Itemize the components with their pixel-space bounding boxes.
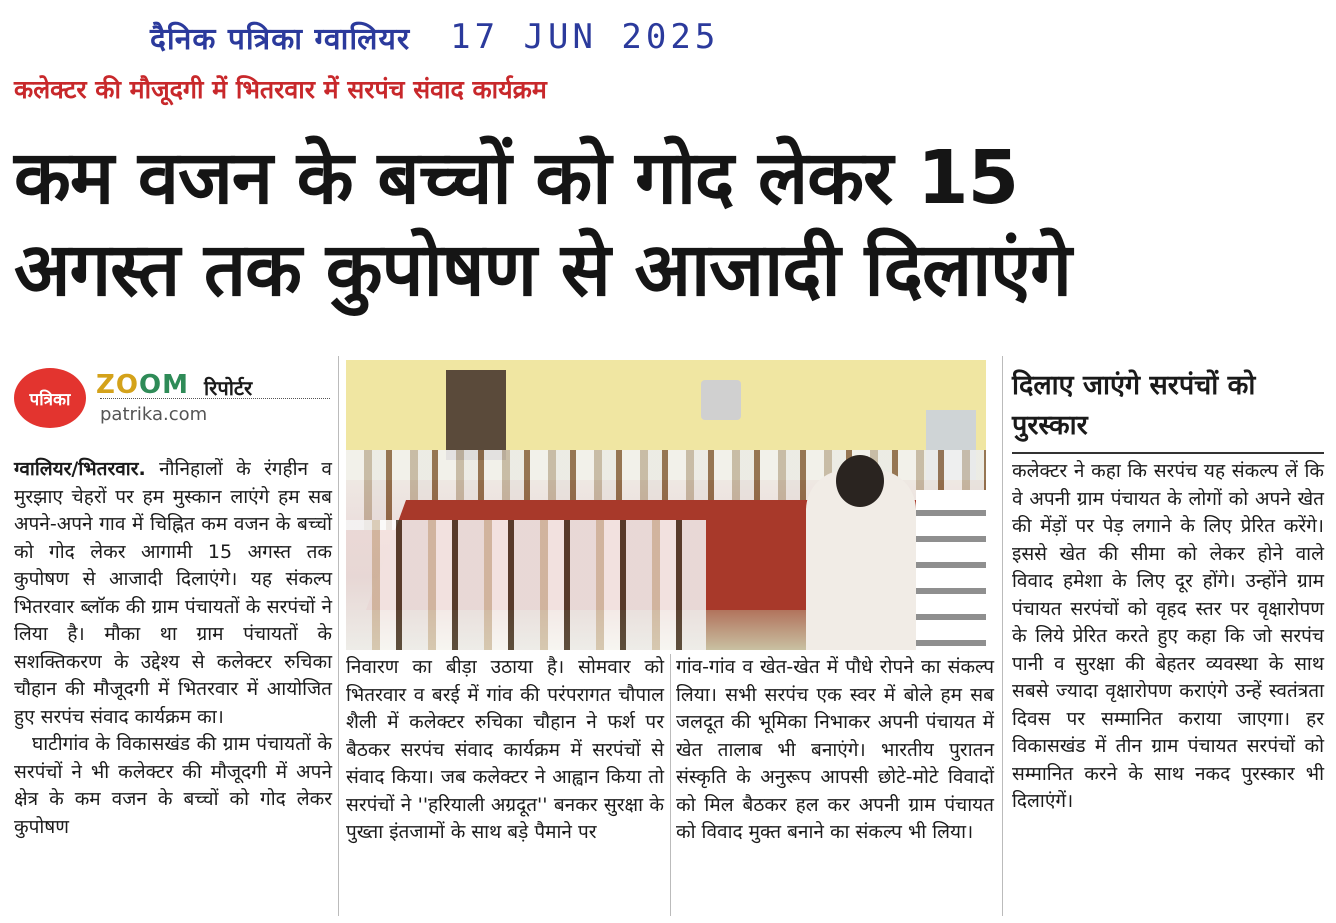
patrika-logo-badge: पत्रिका	[14, 368, 86, 428]
column-divider	[1002, 356, 1003, 916]
stamp-date: 17 JUN 2025	[450, 17, 720, 57]
photo-crowd-front	[346, 520, 706, 650]
zoom-logo	[96, 370, 189, 400]
headline-line-1: कम वजन के बच्चों को गोद लेकर 15	[14, 135, 1019, 221]
photo-right-group	[916, 490, 986, 650]
date-stamp	[150, 12, 719, 62]
event-photo	[346, 360, 986, 650]
zoom-logo-part-a: ZO	[96, 370, 139, 400]
paragraph: गांव-गांव व खेत-खेत में पौधे रोपने का संकल्प लिया। सभी सरपंच एक स्वर में बोले हम सब जलदूत की भूमिका निभाकर अपनी पंचायत में खेत तालाब भी बनाएंगे। भारतीय पुरातन संस्कृति के अनुरूप आपसी छोटे-मोटे विवादों को मिल बैठकर हल कर अपनी ग्राम पंचायत को विवाद मुक्त बनाने का संकल्प भी लिया।	[676, 656, 994, 843]
sidebar-heading: दिलाए जाएंगे सरपंचों को पुरस्कार	[1012, 366, 1324, 454]
byline	[14, 368, 324, 428]
column-divider	[670, 654, 671, 916]
zoom-logo-part-b: OM	[138, 370, 189, 400]
reporter-label: रिपोर्टर	[204, 376, 253, 400]
photo-speaker-head	[836, 455, 884, 507]
byline-rule	[100, 398, 330, 399]
article-kicker: कलेक्टर की मौजूदगी में भितरवार में सरपंच संवाद कार्यक्रम	[14, 75, 547, 104]
article-column-3	[676, 654, 994, 847]
dateline: ग्वालियर/भितरवार.	[14, 458, 146, 480]
column-divider	[338, 356, 339, 916]
headline-line-2: अगस्त तक कुपोषण से आजादी दिलाएंगे	[14, 227, 1071, 313]
paragraph: घाटीगांव के विकासखंड की ग्राम पंचायतों के सरपंचों ने भी कलेक्टर की मौजूदगी में अपने क्षेत्र के कम वजन के बच्चों को गोद लेकर कुपोषण	[14, 733, 332, 838]
sidebar-column	[1012, 458, 1324, 816]
paragraph	[14, 456, 332, 731]
article-headline	[14, 132, 1324, 316]
paragraph: निवारण का बीड़ा उठाया है। सोमवार को भितरवार व बरई में गांव की परंपरागत चौपाल शैली में कलेक्टर रुचिका चौहान ने फर्श पर बैठकर सरपंच संवाद कार्यक्रम में सरपंचों से संवाद किया। जब कलेक्टर ने आह्वान किया तो सरपंचों ने ''हरियाली अग्रदूत'' बनकर सुरक्षा के पुख्ता इंतजामों के साथ बड़े पैमाने पर	[346, 656, 664, 843]
article-column-2	[346, 654, 664, 847]
paper-stamp-text: दैनिक पत्रिका ग्वालियर	[150, 21, 411, 57]
article-column-1	[14, 456, 332, 841]
site-url: patrika.com	[100, 404, 208, 425]
photo-door	[446, 370, 506, 460]
paragraph-text: नौनिहालों के रंगहीन व मुरझाए चेहरों पर हम मुस्कान लाएंगे हम सब अपने-अपने गाव में चिह्नित कम वजन के बच्चों को गोद लेकर आगामी 15 अगस्त तक कुपोषण से आजादी दिलाएंगे। यह संकल्प भितरवार ब्लॉक की ग्राम पंचायतों के सरपंचों ने लिया है। मौका था ग्राम पंचायतों के सशक्तिकरण के उद्देश्य से कलेक्टर रुचिका चौहान की मौजूदगी में भितरवार में आयोजित हुए सरपंच संवाद कार्यक्रम का।	[14, 458, 332, 728]
photo-cooler	[701, 380, 741, 420]
paragraph: कलेक्टर ने कहा कि सरपंच यह संकल्प लें कि वे अपनी ग्राम पंचायत के लोगों को अपने खेत की मेंड़ों पर पेड़ लगाने के लिए प्रेरित करेंगे। इससे खेत की सीमा को लेकर होने वाले विवाद हमेशा के लिए दूर होंगे। उन्होंने ग्राम पंचायत सरपंचों को वृहद स्तर पर वृक्षारोपण के लिये प्रेरित करते हुए कहा कि जो सरपंच पानी व सुरक्षा की बेहतर व्यवस्था के साथ सबसे ज्यादा वृक्षारोपण कराएंगे उन्हें स्वतंत्रता दिवस पर सम्मानित कराया जाएगा। हर विकासखंड में तीन ग्राम पंचायत सरपंचों को सम्मानित करने के साथ नकद पुरस्कार भी दिलाएंगें।	[1012, 460, 1324, 812]
